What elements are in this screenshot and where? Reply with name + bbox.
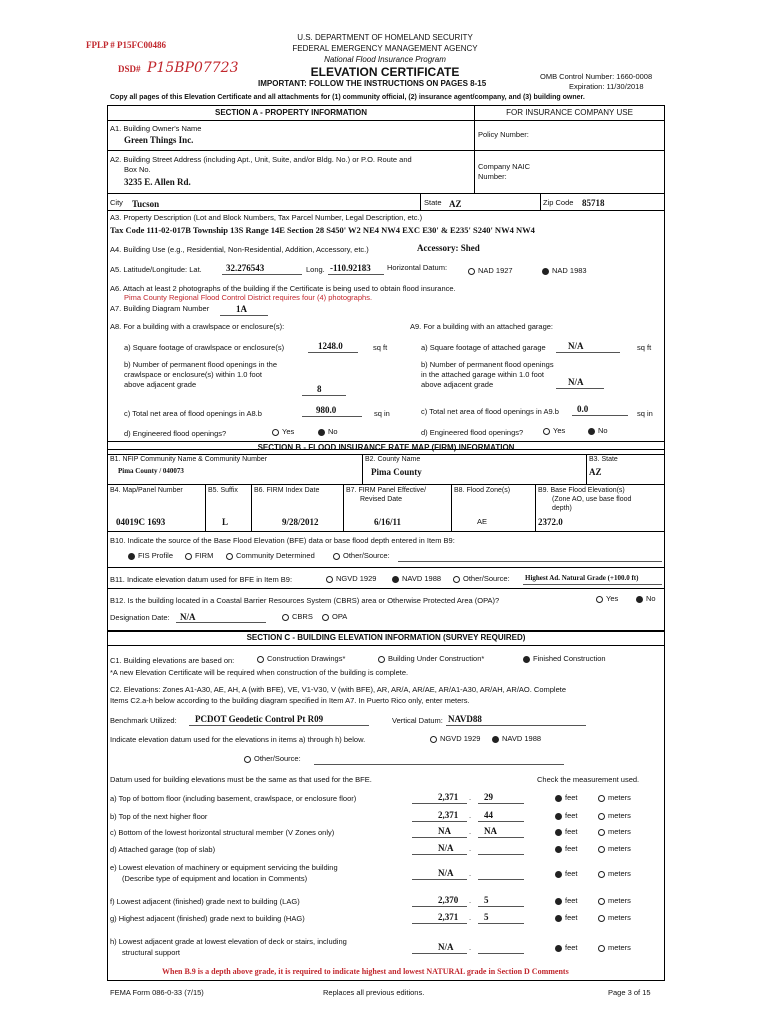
garage-sqft-value[interactable]: N/A [568,341,584,351]
form-number: FEMA Form 086-0-33 (7/15) [110,988,204,997]
important-note: IMPORTANT: FOLLOW THE INSTRUCTIONS ON PAGES 8-15 [258,79,487,88]
feet-radio[interactable] [555,915,562,922]
meters-radio[interactable] [598,813,605,820]
omb-number: OMB Control Number: 1660-0008 [540,72,653,81]
elevation-int-value[interactable]: N/A [438,868,454,878]
b11-ngvd-option[interactable]: NGVD 1929 [326,574,376,583]
designation-label: Designation Date: [110,613,170,622]
elevation-dec-value[interactable]: 5 [484,912,489,922]
meters-option[interactable]: meters [598,844,631,853]
program-name: National Flood Insurance Program [324,55,446,64]
city-label: City [110,198,123,207]
meters-option[interactable]: meters [598,869,631,878]
fplp-note: FPLP # P15FC00486 [86,40,166,50]
meters-option[interactable]: meters [598,943,631,952]
b6-label: B6. FIRM Index Date [254,487,320,494]
b12-no-radio[interactable] [636,596,643,603]
dsd-label: DSD# [118,64,141,74]
a8d-yes-option[interactable]: Yes [272,427,294,436]
b9-label: B9. Base Flood Elevation(s) [538,487,625,494]
b10-label: B10. Indicate the source of the Base Flood Elevation (BFE) data or base flood depth entered in Item B9: [110,536,455,545]
elevation-int-underline [412,953,467,954]
meters-option[interactable]: meters [598,896,631,905]
feet-option[interactable]: feet [555,913,578,922]
feet-radio[interactable] [555,846,562,853]
a8-label: A8. For a building with a crawlspace or enclosure(s): [110,322,285,331]
nad1927-option[interactable]: NAD 1927 [468,266,513,275]
garage-openings-area-value[interactable]: 0.0 [577,404,589,414]
opa-option[interactable]: OPA [322,612,347,621]
horizontal-datum-label: Horizontal Datum: [387,263,448,272]
natural-grade-note: When B.9 is a depth above grade, it is required to indicate highest and lowest NATURAL grade in Section D Comments [162,967,569,976]
elevation-int-underline [412,821,467,822]
vertical-datum-label: Vertical Datum: [392,716,443,725]
elevation-row-label-2: structural support [122,948,180,957]
a9d-label: d) Engineered flood openings? [421,428,524,437]
b9-label-2: (Zone AO, use base flood [552,496,632,503]
nad1983-option[interactable]: NAD 1983 [542,266,587,275]
decimal-point: . [469,869,472,878]
feet-option[interactable]: feet [555,844,578,853]
b10-firm-option[interactable]: FIRM [185,551,213,560]
a9b-label-3: above adjacent grade [421,380,494,389]
section-a-title: SECTION A - PROPERTY INFORMATION [214,108,367,117]
a7-label: A7. Building Diagram Number [110,304,210,313]
elevation-dec-underline [478,953,524,954]
elevation-dec-underline [478,906,524,907]
elevation-dec-underline [478,821,524,822]
c2-text-2: Items C2.a-h below according to the building diagram specified in Item A7. In Puerto Rico only, enter meters. [110,696,470,705]
a9c-unit: sq in [637,409,653,418]
feet-radio[interactable] [555,829,562,836]
fis-radio[interactable] [128,553,135,560]
panel-effective-date-value[interactable]: 6/16/11 [374,517,402,527]
nad1983-radio[interactable] [542,268,549,275]
firm-radio[interactable] [185,553,192,560]
a5-label: A5. Latitude/Longitude: Lat. [110,265,202,274]
elevation-int-underline [412,923,467,924]
b11-label: B11. Indicate elevation datum used for BFE in Item B9: [110,575,293,584]
copy-instructions: Copy all pages of this Elevation Certificate and all attachments for (1) community official, (2) insurance agent/company, and (3) building owner. [110,94,585,101]
zip-value[interactable]: 85718 [582,198,605,208]
elevation-dec-underline [478,879,524,880]
b8-label: B8. Flood Zone(s) [454,487,511,494]
street-address-value[interactable]: 3235 E. Allen Rd. [124,177,191,187]
elevation-int-value[interactable]: N/A [438,942,454,952]
a8d-label: d) Engineered flood openings? [124,429,227,438]
flood-zone-value[interactable]: AE [477,517,488,526]
decimal-point: . [469,844,472,853]
state-label: State [424,198,442,207]
dsd-handwritten: P15BP07723 [147,60,239,76]
elevation-int-underline [412,837,467,838]
longitude-value[interactable]: -110.92183 [330,263,371,273]
feet-option[interactable]: feet [555,943,578,952]
building-diagram-value[interactable]: 1A [236,304,247,314]
a9-label: A9. For a building with an attached garage: [410,322,554,331]
bfe-value[interactable]: 2372.0 [538,517,563,527]
elevation-dec-underline [478,923,524,924]
indicate-datum-label: Indicate elevation datum used for the elevations in items a) through h) below. [110,735,366,744]
elevation-dec-value[interactable]: 5 [484,895,489,905]
meters-radio[interactable] [598,846,605,853]
elevation-int-underline [412,906,467,907]
garage-openings-value[interactable]: N/A [568,377,584,387]
elevation-dec-value[interactable]: NA [484,826,497,836]
insurance-use-title: FOR INSURANCE COMPANY USE [506,108,633,117]
b11-ngvd-radio[interactable] [326,576,333,583]
b11-navd-radio[interactable] [392,576,399,583]
b11-navd-option[interactable]: NAVD 1988 [392,574,441,583]
suffix-value[interactable]: L [222,517,229,527]
c1-drawings-option[interactable]: Construction Drawings* [257,654,345,663]
elevation-dec-underline [478,837,524,838]
map-panel-value[interactable]: 04019C 1693 [116,517,166,527]
decimal-point: . [469,913,472,922]
community-value[interactable]: Pima County / 040073 [118,467,184,475]
elevation-int-value[interactable]: 2,371 [438,912,459,922]
decimal-point: . [469,827,472,836]
decimal-point: . [469,943,472,952]
c-other-radio[interactable] [244,756,251,763]
policy-number-label: Policy Number: [478,130,529,139]
feet-option[interactable]: feet [555,896,578,905]
feet-radio[interactable] [555,813,562,820]
b1-label: B1. NFIP Community Name & Community Number [110,456,268,463]
decimal-point: . [469,793,472,802]
feet-option[interactable]: feet [555,869,578,878]
a9d-no-radio[interactable] [588,428,595,435]
elevation-dec-value[interactable]: 44 [484,810,493,820]
a9b-label-2: in the attached garage within 1.0 foot [421,370,545,379]
decimal-point: . [469,896,472,905]
b3-label: B3. State [589,456,618,463]
b5-label: B5. Suffix [208,487,238,494]
flood-openings-value[interactable]: 8 [317,384,322,394]
elevation-dec-value[interactable]: 29 [484,792,493,802]
a8d-no-option[interactable]: No [318,427,338,436]
c1-under-construction-option[interactable]: Building Under Construction* [378,654,484,663]
c-navd-option[interactable]: NAVD 1988 [492,734,541,743]
opa-radio[interactable] [322,614,329,621]
elevation-row-label: a) Top of bottom floor (including basement, crawlspace, or enclosure floor) [110,794,357,803]
elevation-int-underline [412,803,467,804]
c-navd-radio[interactable] [492,736,499,743]
state-value[interactable]: AZ [449,199,462,209]
a8d-yes-radio[interactable] [272,429,279,436]
feet-radio[interactable] [555,871,562,878]
b11-other-option[interactable]: Other/Source: [453,574,510,583]
city-value[interactable]: Tucson [132,199,160,209]
a8b-label: b) Number of permanent flood openings in the [124,360,278,369]
state-b3-value[interactable]: AZ [589,467,602,477]
a6-county-note: Pima County Regional Flood Control District requires four (4) photographs. [124,293,373,302]
b12-yes-radio[interactable] [596,596,603,603]
feet-radio[interactable] [555,898,562,905]
b10-community-option[interactable]: Community Determined [226,551,315,560]
a9a-unit: sq ft [637,343,652,352]
a9d-yes-radio[interactable] [543,428,550,435]
elevation-row-label: f) Lowest adjacent (finished) grade next to building (LAG) [110,897,300,906]
crawlspace-sqft-value[interactable]: 1248.0 [318,341,343,351]
feet-option[interactable]: feet [555,827,578,836]
agency-name: FEDERAL EMERGENCY MANAGEMENT AGENCY [292,44,478,53]
a2-label: A2. Building Street Address (including Apt., Unit, Suite, and/or Bldg. No.) or P.O. Route and [110,155,412,164]
latitude-value[interactable]: 32.276543 [226,263,265,273]
naic-label: Company NAIC [478,162,531,171]
meters-radio[interactable] [598,898,605,905]
meters-radio[interactable] [598,795,605,802]
elevation-dec-underline [478,803,524,804]
under-construction-radio[interactable] [378,656,385,663]
b12-yes-option[interactable]: Yes [596,594,618,603]
a6-label: A6. Attach at least 2 photographs of the building if the Certificate is being used to obtain flood insurance. [110,284,456,293]
elevation-dec-underline [478,854,524,855]
b7-label: B7. FIRM Panel Effective/ [346,487,427,494]
decimal-point: . [469,811,472,820]
elevation-row-label: d) Attached garage (top of slab) [110,845,216,854]
naic-label-2: Number: [478,172,507,181]
community-radio[interactable] [226,553,233,560]
feet-radio[interactable] [555,945,562,952]
c2-text: C2. Elevations: Zones A1-A30, AE, AH, A (with BFE), VE, V1-V30, V (with BFE), AR, AR/A, AR/AE, AR/A1-A30, AR/AH, AR/AO. Complete [110,685,567,694]
c1-finished-option[interactable]: Finished Construction [523,654,606,663]
vertical-datum-value[interactable]: NAVD88 [448,714,482,724]
b10-other-option[interactable]: Other/Source: [333,551,390,560]
other-source-radio[interactable] [333,553,340,560]
building-use-value[interactable]: Accessory: Shed [417,243,480,253]
b11-other-value[interactable]: Highest Ad. Natural Grade (+100.0 ft) [525,574,639,582]
c-ngvd-option[interactable]: NGVD 1929 [430,734,480,743]
a9b-label: b) Number of permanent flood openings [421,360,554,369]
a8d-no-radio[interactable] [318,429,325,436]
meters-option[interactable]: meters [598,913,631,922]
feet-radio[interactable] [555,795,562,802]
a9d-yes-option[interactable]: Yes [543,426,565,435]
replaces-note: Replaces all previous editions. [323,988,425,997]
a1-label: A1. Building Owner's Name [110,124,202,133]
finished-radio[interactable] [523,656,530,663]
check-measurement-label: Check the measurement used. [537,775,640,784]
a8a-unit: sq ft [373,343,388,352]
c-ngvd-radio[interactable] [430,736,437,743]
form-title: ELEVATION CERTIFICATE [310,65,460,79]
zip-label: Zip Code [543,198,574,207]
elevation-row-label: e) Lowest elevation of machinery or equipment servicing the building [110,863,338,872]
a3-label: A3. Property Description (Lot and Block Numbers, Tax Parcel Number, Legal Description, etc.) [110,213,423,222]
b4-label: B4. Map/Panel Number [110,487,183,494]
section-b-title: SECTION B - FLOOD INSURANCE RATE MAP (FIRM) INFORMATION [257,443,515,452]
dept-name: U.S. DEPARTMENT OF HOMELAND SECURITY [297,33,473,42]
b2-label: B2. County Name [365,456,421,463]
elevation-row-label-2: (Describe type of equipment and location in Comments) [122,874,308,883]
elevation-int-value[interactable]: 2,371 [438,792,459,802]
a8c-label: c) Total net area of flood openings in A8.b [124,409,262,418]
section-c-box [107,631,665,981]
property-description-value[interactable]: Tax Code 111-02-017B Township 13S Range 14E Section 28 S450' W2 NE4 NW4 EXC E30' & E235' S240' NW4 NW4 [110,225,535,235]
elevation-int-underline [412,879,467,880]
meters-option[interactable]: meters [598,811,631,820]
designation-value[interactable]: N/A [180,612,196,622]
meters-radio[interactable] [598,871,605,878]
datum-note: Datum used for building elevations must be the same as that used for the BFE. [110,775,372,784]
elevation-row-label: b) Top of the next higher floor [110,812,208,821]
a8c-unit: sq in [374,409,390,418]
elevation-row-label: g) Highest adjacent (finished) grade next to building (HAG) [110,914,305,923]
b7-label-2: Revised Date [360,496,403,503]
elevation-row-label: h) Lowest adjacent grade at lowest elevation of deck or stairs, including [110,937,347,946]
county-value[interactable]: Pima County [371,467,422,477]
meters-option[interactable]: meters [598,793,631,802]
section-c-title: SECTION C - BUILDING ELEVATION INFORMATION (SURVEY REQUIRED) [246,633,526,642]
page-number: Page 3 of 15 [608,988,651,997]
a9a-label: a) Square footage of attached garage [421,343,546,352]
feet-option[interactable]: feet [555,793,578,802]
c1-note: *A new Elevation Certificate will be required when construction of the building is complete. [110,668,409,677]
a8a-label: a) Square footage of crawlspace or enclosure(s) [124,343,285,352]
b9-label-3: depth) [552,505,572,512]
longitude-label: Long. [306,265,325,274]
firm-index-date-value[interactable]: 9/28/2012 [282,517,319,527]
nad1927-radio[interactable] [468,268,475,275]
elevation-int-value[interactable]: 2,370 [438,895,459,905]
a8b-label-3: above adjacent grade [124,380,197,389]
meters-option[interactable]: meters [598,827,631,836]
b11-other-radio[interactable] [453,576,460,583]
cbrs-radio[interactable] [282,614,289,621]
elevation-int-value[interactable]: NA [438,826,451,836]
elevation-int-value[interactable]: N/A [438,843,454,853]
a8b-label-2: crawlspace or enclosure(s) within 1.0 foot [124,370,262,379]
elevation-int-underline [412,854,467,855]
benchmark-label: Benchmark Utilized: [110,716,177,725]
meters-radio[interactable] [598,829,605,836]
cbrs-option[interactable]: CBRS [282,612,313,621]
openings-area-value[interactable]: 980.0 [316,405,337,415]
meters-radio[interactable] [598,915,605,922]
benchmark-value[interactable]: PCDOT Geodetic Control Pt R09 [195,714,324,724]
a4-label: A4. Building Use (e.g., Residential, Non-Residential, Addition, Accessory, etc.) [110,245,369,254]
c-other-option[interactable]: Other/Source: [244,754,301,763]
b10-fis-option[interactable]: FIS Profile [128,551,173,560]
elevation-int-value[interactable]: 2,371 [438,810,459,820]
drawings-radio[interactable] [257,656,264,663]
owner-name-value[interactable]: Green Things Inc. [124,135,194,145]
meters-radio[interactable] [598,945,605,952]
elevation-row-label: c) Bottom of the lowest horizontal structural member (V Zones only) [110,828,335,837]
b12-label: B12. Is the building located in a Coastal Barrier Resources System (CBRS) area or Otherwise Protected Area (OPA)? [110,596,500,605]
expiration-date: Expiration: 11/30/2018 [569,82,644,91]
b12-no-option[interactable]: No [636,594,656,603]
feet-option[interactable]: feet [555,811,578,820]
a2-label-2: Box No. [124,165,151,174]
a9c-label: c) Total net area of flood openings in A9.b [421,407,559,416]
c1-label: C1. Building elevations are based on: [110,656,235,665]
a9d-no-option[interactable]: No [588,426,608,435]
